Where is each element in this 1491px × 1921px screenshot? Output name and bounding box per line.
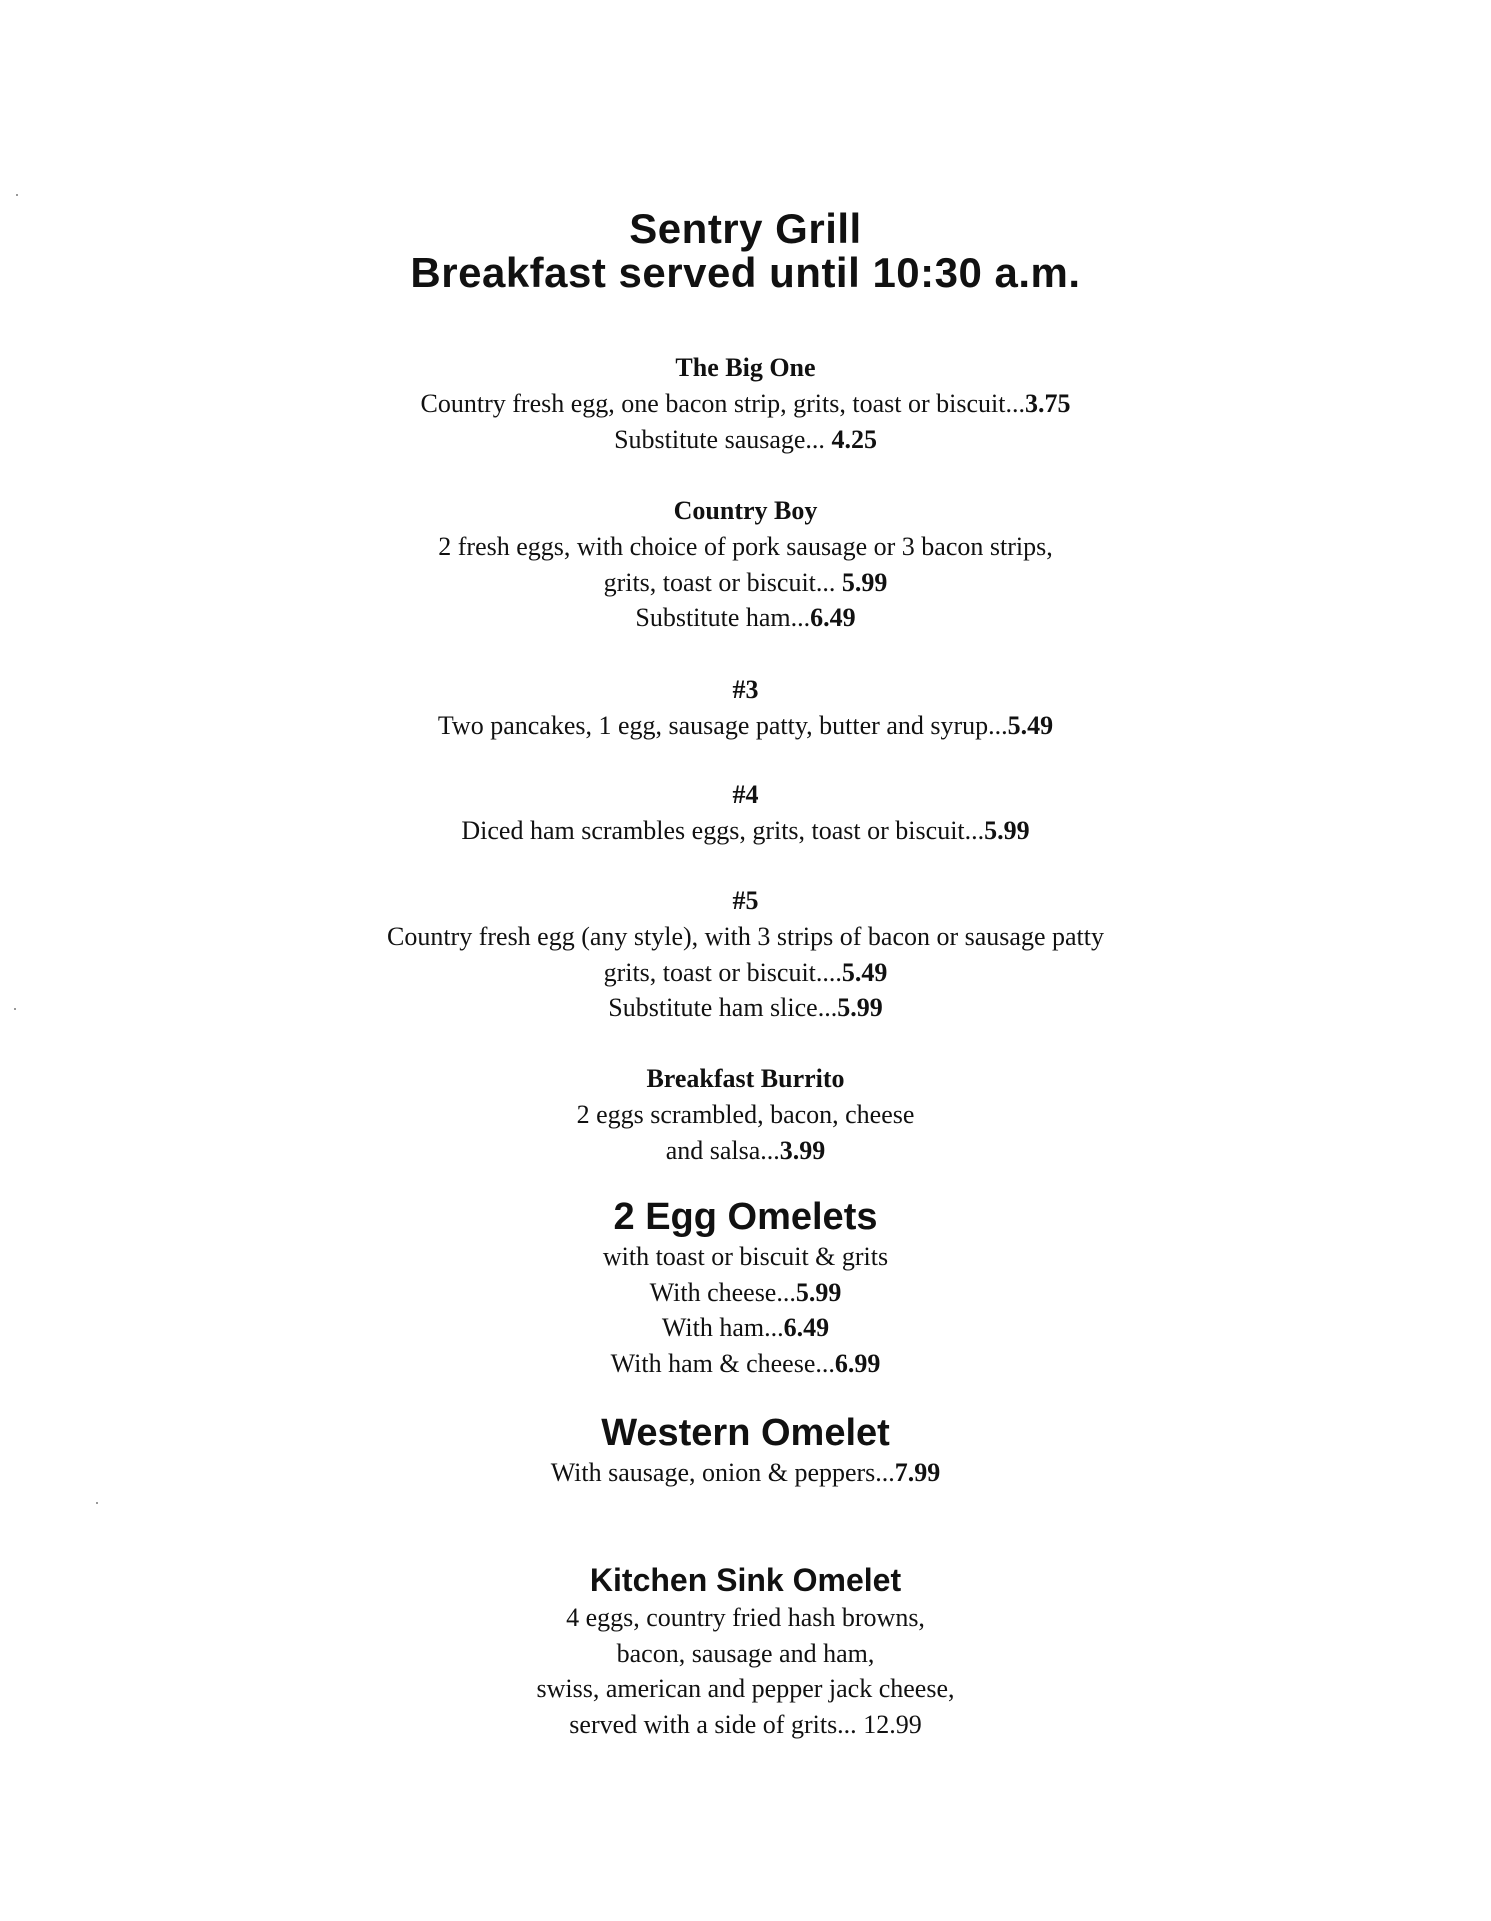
item-substitution: Substitute ham...6.49 bbox=[635, 603, 856, 632]
item-price: 5.99 bbox=[837, 993, 883, 1022]
item-description: grits, toast or biscuit... 5.99 bbox=[603, 567, 888, 597]
item-price: 5.49 bbox=[1007, 711, 1054, 740]
item-price: 6.99 bbox=[834, 1348, 881, 1378]
menu-item-kitchen-sink-omelet bbox=[0, 1560, 1491, 1742]
omelet-option: With ham...6.49 bbox=[661, 1313, 830, 1342]
item-description: With sausage, onion & peppers...7.99 bbox=[550, 1458, 941, 1487]
item-price: 6.49 bbox=[783, 1313, 830, 1342]
menu-item-number-4 bbox=[0, 777, 1491, 849]
scan-speck bbox=[96, 1502, 98, 1504]
item-price: 3.99 bbox=[779, 1135, 826, 1165]
omelet-option: With cheese...5.99 bbox=[649, 1277, 842, 1307]
item-price: 5.99 bbox=[984, 816, 1030, 845]
item-title: #3 bbox=[732, 675, 759, 704]
item-description: Two pancakes, 1 egg, sausage patty, butter and syrup...5.49 bbox=[437, 711, 1054, 740]
item-price: 5.49 bbox=[841, 957, 888, 987]
menu-item-number-5 bbox=[0, 883, 1491, 1026]
item-description: swiss, american and pepper jack cheese, bbox=[536, 1674, 955, 1703]
breakfast-hours: Breakfast served until 10:30 a.m. bbox=[410, 249, 1081, 296]
item-price: 12.99 bbox=[863, 1709, 922, 1739]
item-title: #5 bbox=[732, 886, 759, 915]
item-title: The Big One bbox=[675, 353, 816, 382]
menu-section-2-egg-omelets bbox=[0, 1195, 1491, 1381]
item-price: 3.75 bbox=[1024, 389, 1071, 418]
item-price: 5.99 bbox=[841, 567, 888, 597]
menu-item-the-big-one bbox=[0, 350, 1491, 457]
item-title: Country Boy bbox=[673, 496, 818, 525]
menu-item-breakfast-burrito bbox=[0, 1061, 1491, 1168]
item-description: 2 eggs scrambled, bacon, cheese bbox=[576, 1100, 915, 1129]
item-description: grits, toast or biscuit....5.49 bbox=[603, 957, 888, 987]
item-price: 5.99 bbox=[795, 1277, 842, 1307]
item-description: 4 eggs, country fried hash browns, bbox=[566, 1603, 925, 1632]
item-description: served with a side of grits... 12.99 bbox=[569, 1709, 922, 1739]
item-price: 6.49 bbox=[810, 603, 856, 632]
item-description: Country fresh egg (any style), with 3 strips of bacon or sausage patty bbox=[386, 922, 1104, 951]
item-description: Country fresh egg, one bacon strip, grits, toast or biscuit...3.75 bbox=[420, 389, 1071, 418]
item-price: 7.99 bbox=[894, 1458, 941, 1487]
scan-speck bbox=[16, 194, 18, 196]
restaurant-name: Sentry Grill bbox=[629, 205, 862, 252]
item-description: with toast or biscuit & grits bbox=[602, 1242, 889, 1271]
item-price: 4.25 bbox=[831, 424, 877, 454]
item-description: 2 fresh eggs, with choice of pork sausage or 3 bacon strips, bbox=[438, 532, 1053, 561]
item-description: Diced ham scrambles eggs, grits, toast or biscuit...5.99 bbox=[461, 816, 1030, 845]
item-title: Western Omelet bbox=[601, 1412, 890, 1454]
menu-item-country-boy bbox=[0, 493, 1491, 636]
item-title: #4 bbox=[732, 780, 759, 809]
menu-item-number-3 bbox=[0, 672, 1491, 744]
item-substitution: Substitute sausage... 4.25 bbox=[614, 424, 877, 454]
page-title bbox=[0, 207, 1491, 295]
menu-item-western-omelet bbox=[0, 1411, 1491, 1491]
item-description: bacon, sausage and ham, bbox=[616, 1638, 875, 1668]
item-substitution: Substitute ham slice...5.99 bbox=[608, 993, 883, 1022]
omelet-option: With ham & cheese...6.99 bbox=[610, 1348, 881, 1378]
item-description: and salsa...3.99 bbox=[665, 1135, 826, 1165]
item-title: Kitchen Sink Omelet bbox=[589, 1562, 902, 1598]
section-title: 2 Egg Omelets bbox=[613, 1196, 878, 1238]
item-title: Breakfast Burrito bbox=[646, 1064, 845, 1093]
